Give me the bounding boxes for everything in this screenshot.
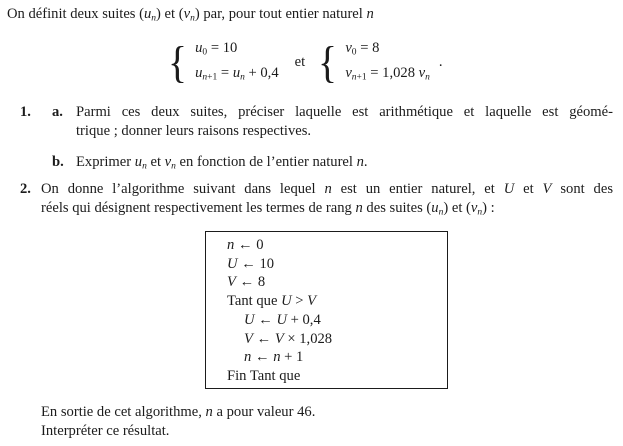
algorithm-box [205,231,448,389]
algorithm-line-update-v: V ← V × 1,028 [244,330,333,347]
system-connector: et [294,54,306,70]
algorithm-line-init-v: V ← 8 [227,274,266,291]
exercise-intro: On définit deux suites (un) et (vn) par, pour tout entier naturel n [7,6,374,24]
v-recurrence: vn+1 = 1,028 vn [345,64,430,82]
question-1b-label: b. [52,154,64,170]
left-brace: { [168,37,188,87]
algorithm-line-init-u: U ← 10 [227,255,275,272]
question-2-text [41,180,613,223]
question-1a-text [76,103,613,141]
u-sequence-system [195,38,279,87]
system-period: . [438,54,443,70]
v-sequence-system [345,38,430,87]
v-initial-term: v0 = 8 [345,40,380,58]
question-1-number: 1. [20,104,31,120]
question-1a-label: a. [52,104,63,120]
algorithm-line-increment-n: n ← n + 1 [244,349,304,366]
u-recurrence: un+1 = un + 0,4 [195,64,279,82]
question-1a-line2: trique ; donner leurs raisons respectives. [76,123,312,139]
conclusion [41,403,315,440]
question-2-number: 2. [20,181,31,197]
question-2-line1: On donne l’algorithme suivant dans lequel n est un entier naturel, et U et V sont des [41,181,613,197]
conclusion-line1: En sortie de cet algorithme, n a pour valeur 46. [41,404,316,420]
sequence-definitions [167,38,443,87]
question-2-line2: réels qui désignent respectivement les termes de rang n des suites (un) et (vn) : [41,200,495,218]
question-1a-line1: Parmi ces deux suites, préciser laquelle est arithmétique et laquelle est géomé- [76,104,613,120]
conclusion-line2: Interpréter ce résultat. [41,422,170,439]
algorithm-line-init-n: n ← 0 [227,237,264,253]
question-1b-text: Exprimer un et vn en fonction de l’entier naturel n. [76,154,368,172]
algorithm-line-while: Tant que U > V [227,293,317,310]
u-initial-term: u0 = 10 [195,40,238,58]
algorithm-line-end-while: Fin Tant que [227,367,301,384]
algorithm-line-update-u: U ← U + 0,4 [244,311,321,328]
right-brace: { [318,37,338,87]
